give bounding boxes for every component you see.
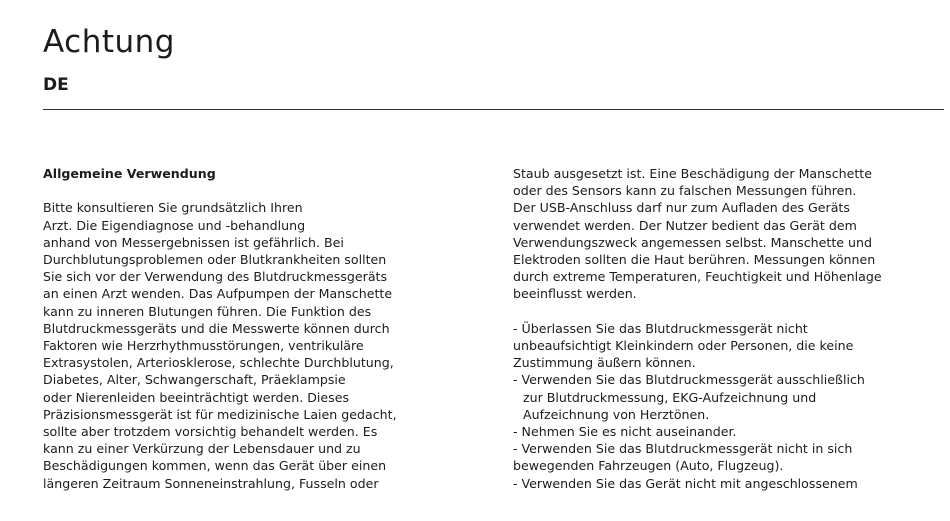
text-line: Der USB-Anschluss darf nur zum Aufladen des Geräts (513, 200, 850, 216)
text-line: längeren Zeitraum Sonneneinstrahlung, Fusseln oder (43, 475, 379, 491)
spacer (513, 303, 950, 320)
list-item-continuation: Zustimmung äußern können. (513, 355, 696, 371)
text-line: anhand von Messergebnissen ist gefährlich. Bei (43, 234, 344, 250)
text-line: beeinflusst werden. (513, 286, 637, 302)
text-line: durch extreme Temperaturen, Feuchtigkeit und Höhenlage (513, 269, 882, 285)
text-line: Durchblutungsproblemen oder Blutkrankheiten sollten (43, 252, 387, 267)
text-line: Elektroden sollten die Haut berühren. Messungen können (513, 252, 876, 268)
language-code: DE (43, 75, 69, 95)
text-line: Verwendungszweck angemessen selbst. Manschette und (513, 234, 872, 250)
header-divider (43, 109, 944, 110)
list-item-continuation: zur Blutdruckmessung, EKG-Aufzeichnung und (523, 389, 817, 405)
list-item: - Verwenden Sie das Blutdruckmessgerät nicht in sich (513, 441, 853, 457)
spacer (43, 182, 493, 199)
text-line: Beschädigungen kommen, wenn das Gerät über einen (43, 458, 387, 474)
list-item: - Verwenden Sie das Blutdruckmessgerät ausschließlich (513, 372, 865, 388)
list-item-continuation: bewegenden Fahrzeugen (Auto, Flugzeug). (513, 458, 784, 474)
text-line: Sie sich vor der Verwendung des Blutdruckmessgeräts (43, 269, 388, 285)
list-item: - Überlassen Sie das Blutdruckmessgerät nicht (513, 320, 808, 336)
text-line: Arzt. Die Eigendiagnose und -behandlung (43, 217, 306, 233)
text-line: Faktoren wie Herzrhythmusstörungen, ventrikuläre (43, 338, 364, 354)
text-line: kann zu einer Verkürzung der Lebensdauer und zu (43, 441, 361, 457)
text-line: sollte aber trotzdem vorsichtig behandelt werden. Es (43, 424, 378, 440)
right-column (513, 165, 950, 492)
text-line: verwendet werden. Der Nutzer bedient das Gerät dem (513, 217, 857, 233)
continuation-paragraph (513, 165, 950, 303)
text-line: an einen Arzt wenden. Das Aufpumpen der Manschette (43, 286, 393, 302)
text-line: Diabetes, Alter, Schwangerschaft, Präeklampsie (43, 372, 346, 388)
text-line: oder des Sensors kann zu falschen Messungen führen. (513, 183, 857, 199)
text-line: Bitte konsultieren Sie grundsätzlich Ihren (43, 200, 303, 216)
warning-list (513, 320, 950, 492)
list-item: - Verwenden Sie das Gerät nicht mit angeschlossenem (513, 475, 858, 491)
left-column (43, 165, 493, 492)
text-line: Extrasystolen, Arteriosklerose, schlechte Durchblutung, (43, 355, 394, 371)
list-item-continuation: Aufzeichnung von Herztönen. (523, 406, 710, 422)
list-item-continuation: unbeaufsichtigt Kleinkindern oder Personen, die keine (513, 338, 854, 354)
section-heading: Allgemeine Verwendung (43, 166, 216, 181)
text-line: Präzisionsmessgerät ist für medizinische Laien gedacht, (43, 406, 397, 422)
list-item: - Nehmen Sie es nicht auseinander. (513, 424, 737, 440)
general-use-paragraph (43, 199, 493, 491)
text-line: kann zu inneren Blutungen führen. Die Funktion des (43, 303, 372, 319)
text-line: oder Nierenleiden beeinträchtigt werden. Dieses (43, 389, 350, 405)
page-title: Achtung (43, 24, 175, 60)
text-line: Blutdruckmessgeräts und die Messwerte können durch (43, 320, 390, 336)
text-line: Staub ausgesetzt ist. Eine Beschädigung der Manschette (513, 166, 872, 181)
